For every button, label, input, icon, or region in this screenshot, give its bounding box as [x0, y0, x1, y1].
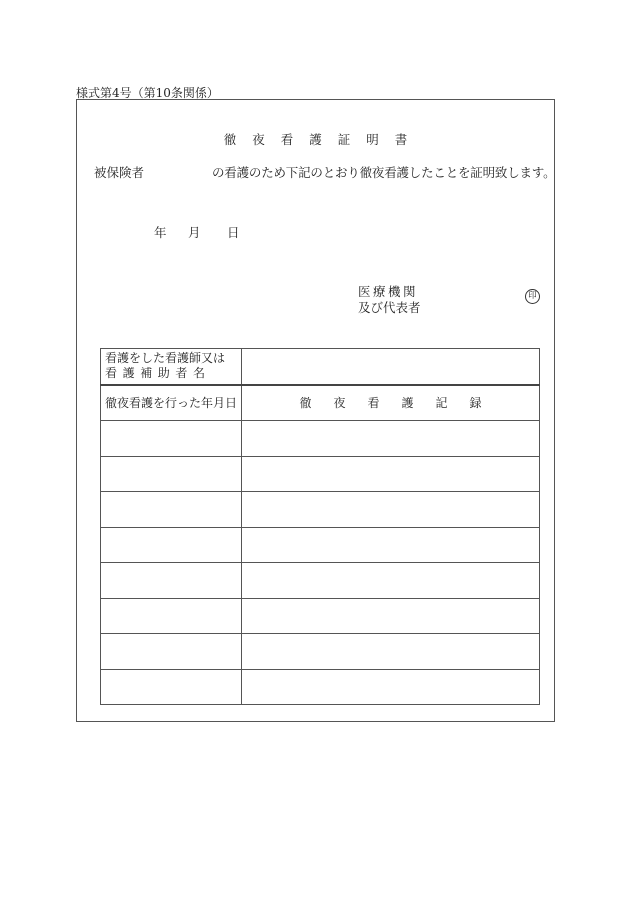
record-column-header: [242, 385, 540, 421]
record-header-char: 記: [435, 396, 448, 411]
representative-label: 及び代表者: [358, 300, 421, 315]
insured-label: 被保険者: [94, 165, 145, 180]
record-cell[interactable]: [242, 456, 540, 492]
institution-label: 医療機関: [358, 284, 419, 299]
date-column-header: 徹夜看護を行った年月日: [101, 385, 242, 421]
date-cell[interactable]: [101, 527, 242, 563]
record-header-char: 看: [367, 396, 380, 411]
title-char: 徹: [223, 132, 237, 147]
record-cell[interactable]: [242, 634, 540, 670]
table-row: [101, 598, 540, 634]
document-title: [77, 130, 554, 148]
record-cell[interactable]: [242, 598, 540, 634]
table-row: [101, 634, 540, 670]
date-day-label: 日: [227, 225, 240, 240]
date-cell[interactable]: [101, 456, 242, 492]
date-cell[interactable]: [101, 598, 242, 634]
record-cell[interactable]: [242, 563, 540, 599]
date-cell[interactable]: [101, 563, 242, 599]
nurse-label-line2: 看護補助者名: [105, 366, 211, 381]
seal-mark: 印: [525, 289, 540, 304]
date-cell[interactable]: [101, 634, 242, 670]
form-number: 様式第4号（第10条関係）: [76, 86, 219, 100]
record-header-char: 護: [401, 396, 414, 411]
table-row: [101, 527, 540, 563]
title-char: 証: [337, 132, 351, 147]
certification-text: の看護のため下記のとおり徹夜看護したことを証明致します。: [212, 165, 556, 180]
record-cell[interactable]: [242, 669, 540, 705]
table-row: [101, 669, 540, 705]
record-header-row: [101, 385, 540, 421]
record-header-char: 徹: [299, 396, 312, 411]
date-cell[interactable]: [101, 421, 242, 457]
table-row: [101, 456, 540, 492]
date-cell[interactable]: [101, 669, 242, 705]
nurse-name-field[interactable]: [242, 349, 540, 385]
title-char: 護: [309, 132, 322, 147]
table-row: [101, 563, 540, 599]
nursing-record-table: [100, 348, 540, 705]
record-header-char: 夜: [333, 396, 346, 411]
table-row: [101, 421, 540, 457]
title-char: 夜: [252, 132, 265, 147]
record-header-char: 録: [469, 396, 482, 411]
title-char: 看: [280, 132, 294, 147]
title-char: 書: [394, 132, 408, 147]
table-row: [101, 492, 540, 528]
date-year-label: 年: [154, 225, 167, 240]
date-month-label: 月: [188, 225, 201, 240]
nurse-label-line1: 看護をした看護師又は: [105, 351, 226, 366]
record-cell[interactable]: [242, 421, 540, 457]
certificate-frame: [76, 99, 555, 722]
record-cell[interactable]: [242, 492, 540, 528]
date-cell[interactable]: [101, 492, 242, 528]
record-cell[interactable]: [242, 527, 540, 563]
title-char: 明: [366, 132, 379, 147]
nurse-name-row: [101, 349, 540, 385]
nurse-name-label: [101, 349, 242, 385]
